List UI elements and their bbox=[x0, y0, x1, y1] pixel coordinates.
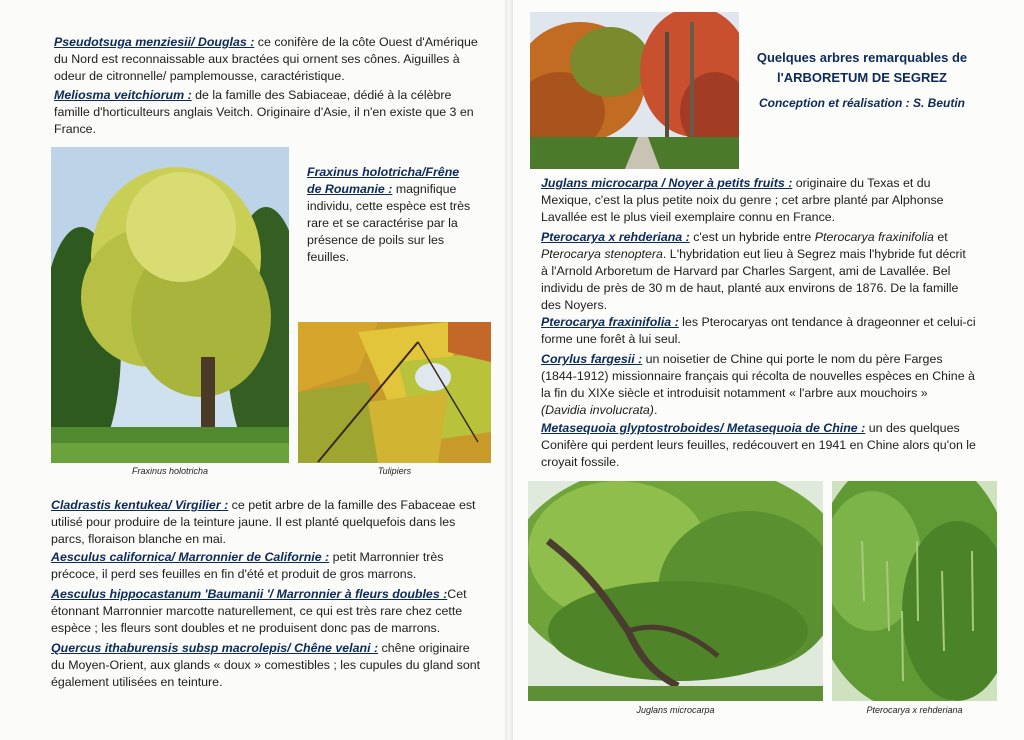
entry-text: Cet étonnant Marronnier marcotte naturellement, ce qui est très rare chez cette espèce ; les fleurs sont doubles et ne produisent donc pas de marrons. bbox=[51, 587, 467, 635]
entry-text: ce petit arbre de la famille des Fabaceae est utilisé pour produire de la teinture jaune. Il est planté quelquefois dans les parcs, floraison blanche en mai. bbox=[51, 498, 476, 546]
entry-pseudotsuga bbox=[54, 34, 484, 85]
tulip-leaves-photo bbox=[298, 322, 491, 463]
entry-aesculus-hippocastanum bbox=[51, 586, 481, 637]
page-fold bbox=[505, 0, 513, 740]
pterocarya-tree-photo bbox=[832, 481, 997, 701]
brochure-title-line1: Quelques arbres remarquables de bbox=[756, 50, 968, 65]
entry-text: originaire du Texas et du Mexique, c'est la plus petite noix du genre ; cet arbre planté par Alphonse Lavallée est le plus vieil exemplaire connu en France. bbox=[541, 176, 944, 224]
entry-pterocarya-rehderiana bbox=[541, 229, 976, 314]
species-name: (Davidia involucrata) bbox=[541, 403, 654, 417]
caption-juglans: Juglans microcarpa bbox=[636, 705, 715, 715]
entry-juglans bbox=[541, 175, 976, 226]
entry-heading: Pseudotsuga menziesii/ Douglas : bbox=[54, 35, 255, 49]
entry-heading: Juglans microcarpa / Noyer à petits fruits : bbox=[541, 176, 793, 190]
entry-text: magnifique individu, cette espèce est très rare et se caractérise par la présence de poils sur les feuilles. bbox=[307, 182, 471, 264]
entry-text: un noisetier de Chine qui porte le nom du père Farges (1844-1912) missionnaire français qui récolta de nouvelles espèces en Chine à la fin du XIXe siècle et introduisit notamment « l'arbre aux mouchoirs » bbox=[541, 352, 975, 400]
species-name: Pterocarya stenoptera bbox=[541, 247, 663, 261]
entry-heading: Fraxinus holotricha/Frêne de Roumanie : bbox=[307, 165, 460, 196]
entry-heading: Metasequoia glyptostroboides/ Metasequoia de Chine : bbox=[541, 421, 866, 435]
entry-text: les Pterocaryas ont tendance à drageonner et celui-ci forme une forêt à lui seul. bbox=[541, 315, 976, 346]
entry-text: un des quelques Conifère qui perdent leurs feuilles, redécouvert en 1941 en Chine alors qu'on le croyait fossile. bbox=[541, 421, 976, 469]
entry-heading: Meliosma veitchiorum : bbox=[54, 88, 192, 102]
entry-text: petit Marronnier très précoce, il perd ses feuilles en fin d'été et produit de gros marrons. bbox=[51, 550, 444, 581]
entry-pterocarya-fraxinifolia bbox=[541, 314, 976, 348]
entry-heading: Quercus ithaburensis subsp macrolepis/ Chêne velani : bbox=[51, 641, 379, 655]
brochure-title-line2: l'ARBORETUM DE SEGREZ bbox=[777, 70, 947, 85]
species-name: Pterocarya fraxinifolia bbox=[814, 230, 934, 244]
entry-heading: Pterocarya x rehderiana : bbox=[541, 230, 690, 244]
entry-fraxinus bbox=[307, 164, 477, 266]
fraxinus-tree-photo bbox=[51, 147, 289, 463]
entry-text: de la famille des Sabiaceae, dédié à la célèbre famille d'horticulteurs anglais Veitch. Originaire d'Asie, il n'en existe que 3 en France. bbox=[54, 88, 474, 136]
caption-pterocarya: Pterocarya x rehderiana bbox=[866, 705, 963, 715]
entry-heading: Cladrastis kentukea/ Virgilier : bbox=[51, 498, 229, 512]
entry-text: . L'hybridation eut lieu à Segrez mais l'hybride fut décrit à l'Arnold Arboretum de Harvard par Charles Sargent, ami de Lavallée. Bel individu de près de 30 m de haut, planté aux environs de 1876. De la famille des Noyers. bbox=[541, 247, 966, 312]
entry-text: c'est un hybride entre bbox=[689, 230, 815, 244]
caption-tulipiers: Tulipiers bbox=[377, 466, 412, 476]
entry-corylus bbox=[541, 351, 976, 419]
entry-aesculus-californica bbox=[51, 549, 481, 583]
entry-text: chêne originaire du Moyen-Orient, aux glands « doux » comestibles ; les cupules du gland sont également utilisées en teinture. bbox=[51, 641, 481, 689]
entry-cladrastis bbox=[51, 497, 481, 548]
entry-text: . bbox=[653, 403, 658, 417]
entry-text: et bbox=[933, 230, 948, 244]
entry-metasequoia bbox=[541, 420, 976, 471]
entry-heading: Pterocarya fraxinifolia : bbox=[541, 315, 679, 329]
caption-fraxinus: Fraxinus holotricha bbox=[131, 466, 209, 476]
entry-text: ce conifère de la côte Ouest d'Amérique du Nord est reconnaissable aux bractées qui ornent ses cônes. Aiguilles à odeur de citronnelle/ pamplemousse, caractéristique. bbox=[54, 35, 478, 83]
brochure-credits: Conception et réalisation : S. Beutin bbox=[758, 96, 966, 110]
entry-meliosma bbox=[54, 87, 484, 138]
entry-heading: Aesculus californica/ Marronnier de Californie : bbox=[51, 550, 330, 564]
entry-heading: Aesculus hippocastanum 'Baumanii '/ Marronnier à fleurs doubles : bbox=[51, 587, 448, 601]
entry-heading: Corylus fargesii : bbox=[541, 352, 643, 366]
juglans-tree-photo bbox=[528, 481, 823, 701]
entry-quercus bbox=[51, 640, 481, 691]
autumn-alley-photo bbox=[530, 12, 739, 169]
